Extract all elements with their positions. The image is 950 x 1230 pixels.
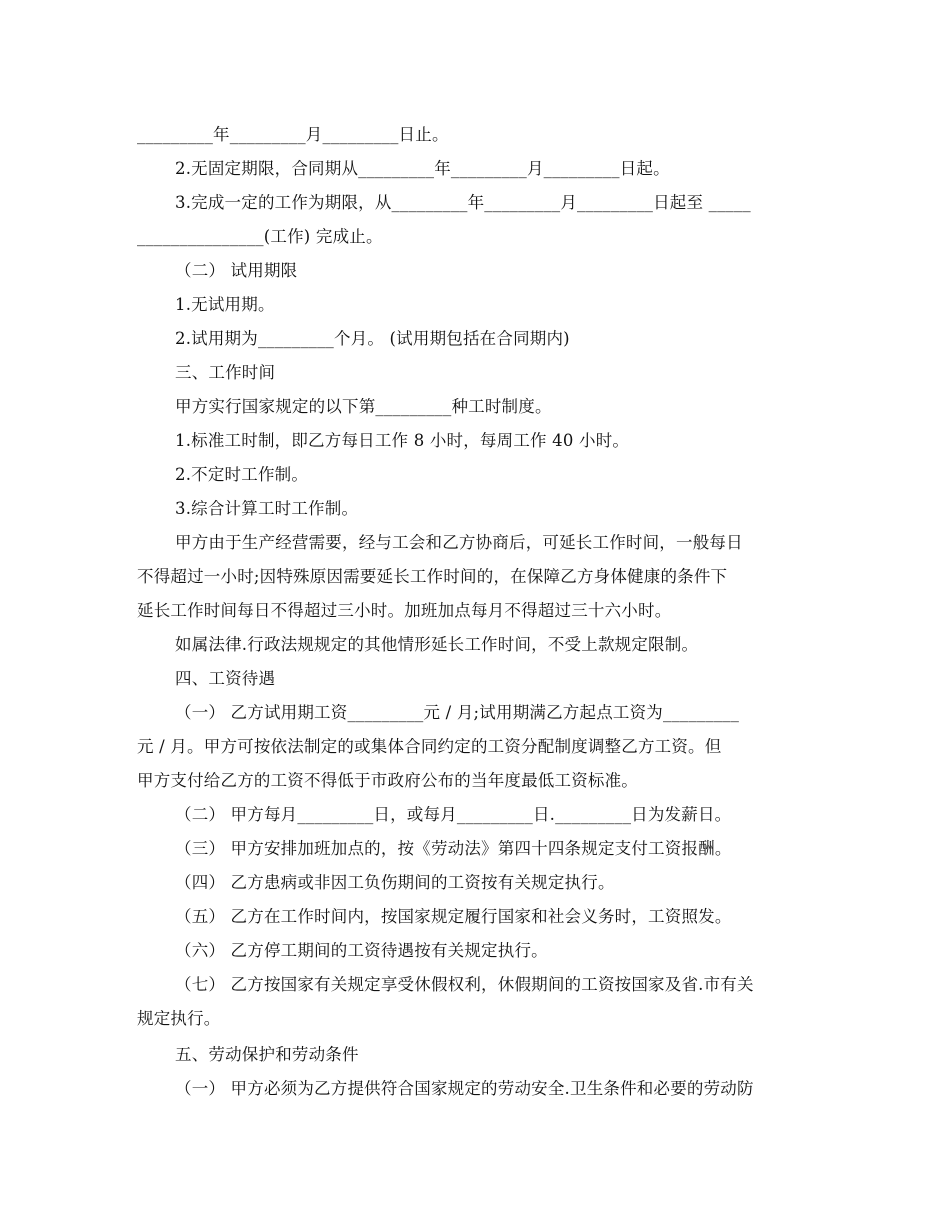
text-line-19: 元 / 月。甲方可按依法制定的或集体合同约定的工资分配制度调整乙方工资。但 [137, 737, 722, 756]
text-line-6: 1.无试用期。 [175, 295, 275, 314]
text-line-14: 不得超过一小时;因特殊原因需要延长工作时间的，在保障乙方身体健康的条件下 [137, 567, 728, 586]
section-heading-working-time: 三、工作时间 [175, 363, 276, 382]
text-line-25: （六） 乙方停工期间的工资待遇按有关规定执行。 [175, 941, 548, 960]
section-heading-wages: 四、工资待遇 [175, 669, 276, 688]
text-line-21: （二） 甲方每月_________日，或每月_________日._________日为发薪日。 [175, 805, 732, 824]
text-line-27: 规定执行。 [137, 1009, 221, 1028]
document-body [137, 118, 817, 1106]
text-line-29: （一） 甲方必须为乙方提供符合国家规定的劳动安全.卫生条件和必要的劳动防 [175, 1079, 754, 1098]
text-line-11: 2.不定时工作制。 [175, 465, 309, 484]
text-line-24: （五） 乙方在工作时间内，按国家规定履行国家和社会义务时，工资照发。 [175, 907, 732, 926]
text-line-9: 甲方实行国家规定的以下第_________种工时制度。 [175, 397, 552, 416]
text-line-13: 甲方由于生产经营需要，经与工会和乙方协商后，可延长工作时间，一般每日 [175, 533, 743, 552]
text-line-20: 甲方支付给乙方的工资不得低于市政府公布的当年度最低工资标准。 [137, 771, 638, 790]
section-heading-labor-protection: 五、劳动保护和劳动条件 [175, 1045, 359, 1064]
text-line-2: 2.无固定期限，合同期从_________年_________月_________日起。 [175, 159, 670, 178]
text-line-23: （四） 乙方患病或非因工负伤期间的工资按有关规定执行。 [175, 873, 615, 892]
text-line-16: 如属法律.行政法规规定的其他情形延长工作时间，不受上款规定限制。 [175, 635, 699, 654]
text-line-7: 2.试用期为_________个月。 (试用期包括在合同期内) [175, 329, 570, 348]
section-heading-probation: （二） 试用期限 [175, 261, 298, 280]
text-line-18: （一） 乙方试用期工资_________元 / 月;试用期满乙方起点工资为_________ [175, 703, 740, 722]
text-line-10: 1.标准工时制，即乙方每日工作 8 小时，每周工作 40 小时。 [175, 431, 630, 450]
text-line-1: _________年_________月_________日止。 [137, 125, 449, 144]
text-line-3: 3.完成一定的工作为期限，从_________年_________月_________日起至 _____ [175, 193, 751, 212]
text-line-12: 3.综合计算工时工作制。 [175, 499, 359, 518]
text-line-4: _______________(工作) 完成止。 [137, 227, 383, 246]
text-line-15: 延长工作时间每日不得超过三小时。加班加点每月不得超过三十六小时。 [137, 601, 672, 620]
text-line-26: （七） 乙方按国家有关规定享受休假权利，休假期间的工资按国家及省.市有关 [175, 975, 754, 994]
text-line-22: （三） 甲方安排加班加点的，按《劳动法》第四十四条规定支付工资报酬。 [175, 839, 732, 858]
